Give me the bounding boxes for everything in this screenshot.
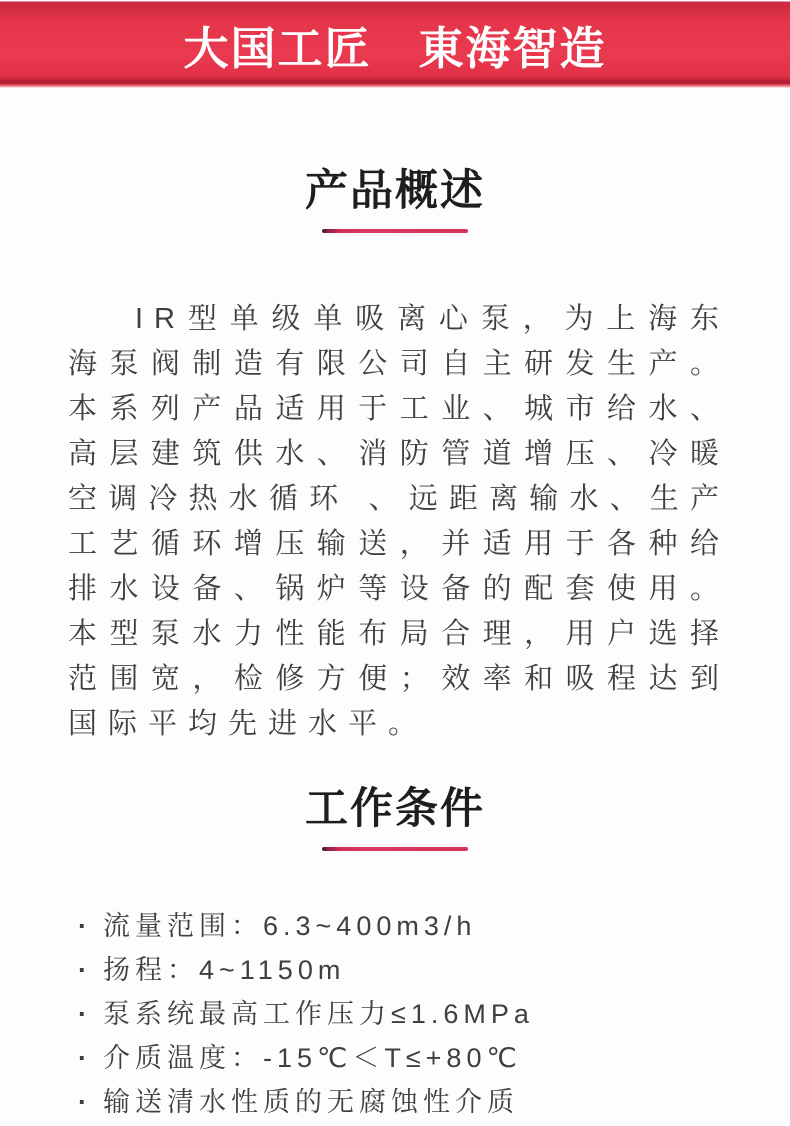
bullet-dot-icon: · [78, 999, 92, 1029]
condition-item-medium-temperature [78, 1036, 750, 1080]
bullet-dot-icon: · [78, 1043, 92, 1073]
condition-item-max-pressure [78, 992, 750, 1036]
overview-section [0, 167, 790, 747]
condition-text: 泵系统最高工作压力≤1.6MPa [103, 999, 534, 1029]
conditions-section [0, 785, 790, 1124]
conditions-title: 工作条件 [305, 785, 485, 833]
bullet-dot-icon: · [78, 911, 92, 941]
bullet-dot-icon: · [78, 1087, 92, 1117]
overview-title: 产品概述 [305, 167, 485, 215]
condition-text: 输送清水性质的无腐蚀性介质 [103, 1087, 519, 1117]
conditions-list [78, 904, 750, 1124]
condition-item-medium-type [78, 1080, 750, 1124]
bullet-dot-icon: · [78, 955, 92, 985]
condition-item-flow-range [78, 904, 750, 948]
condition-item-head [78, 948, 750, 992]
banner-slogan: 大国工匠 東海智造 [183, 22, 607, 74]
overview-title-underline [322, 229, 468, 233]
brand-banner [0, 0, 790, 88]
overview-heading [0, 167, 790, 233]
overview-paragraph: IR型单级单吸离心泵，为上海东海泵阀制造有限公司自主研发生产。本系列产品适用于工业、城市给水、高层建筑供水、消防管道增压、冷暖空调冷热水循环 、远距离输水、生产工艺循环增压输送，并适用于各种给排水设备、锅炉等设备的配套使用。本型泵水力性能布局合理，用户选择范围宽，检修方便；效率和吸程达到国际平均先进水平。 [68, 303, 730, 740]
conditions-title-underline [322, 847, 468, 851]
conditions-heading [0, 785, 790, 851]
condition-text: 流量范围：6.3~400m3/h [103, 911, 477, 941]
condition-text: 扬程：4~1150m [103, 955, 346, 985]
condition-text: 介质温度：-15℃＜T≤+80℃ [103, 1043, 522, 1073]
